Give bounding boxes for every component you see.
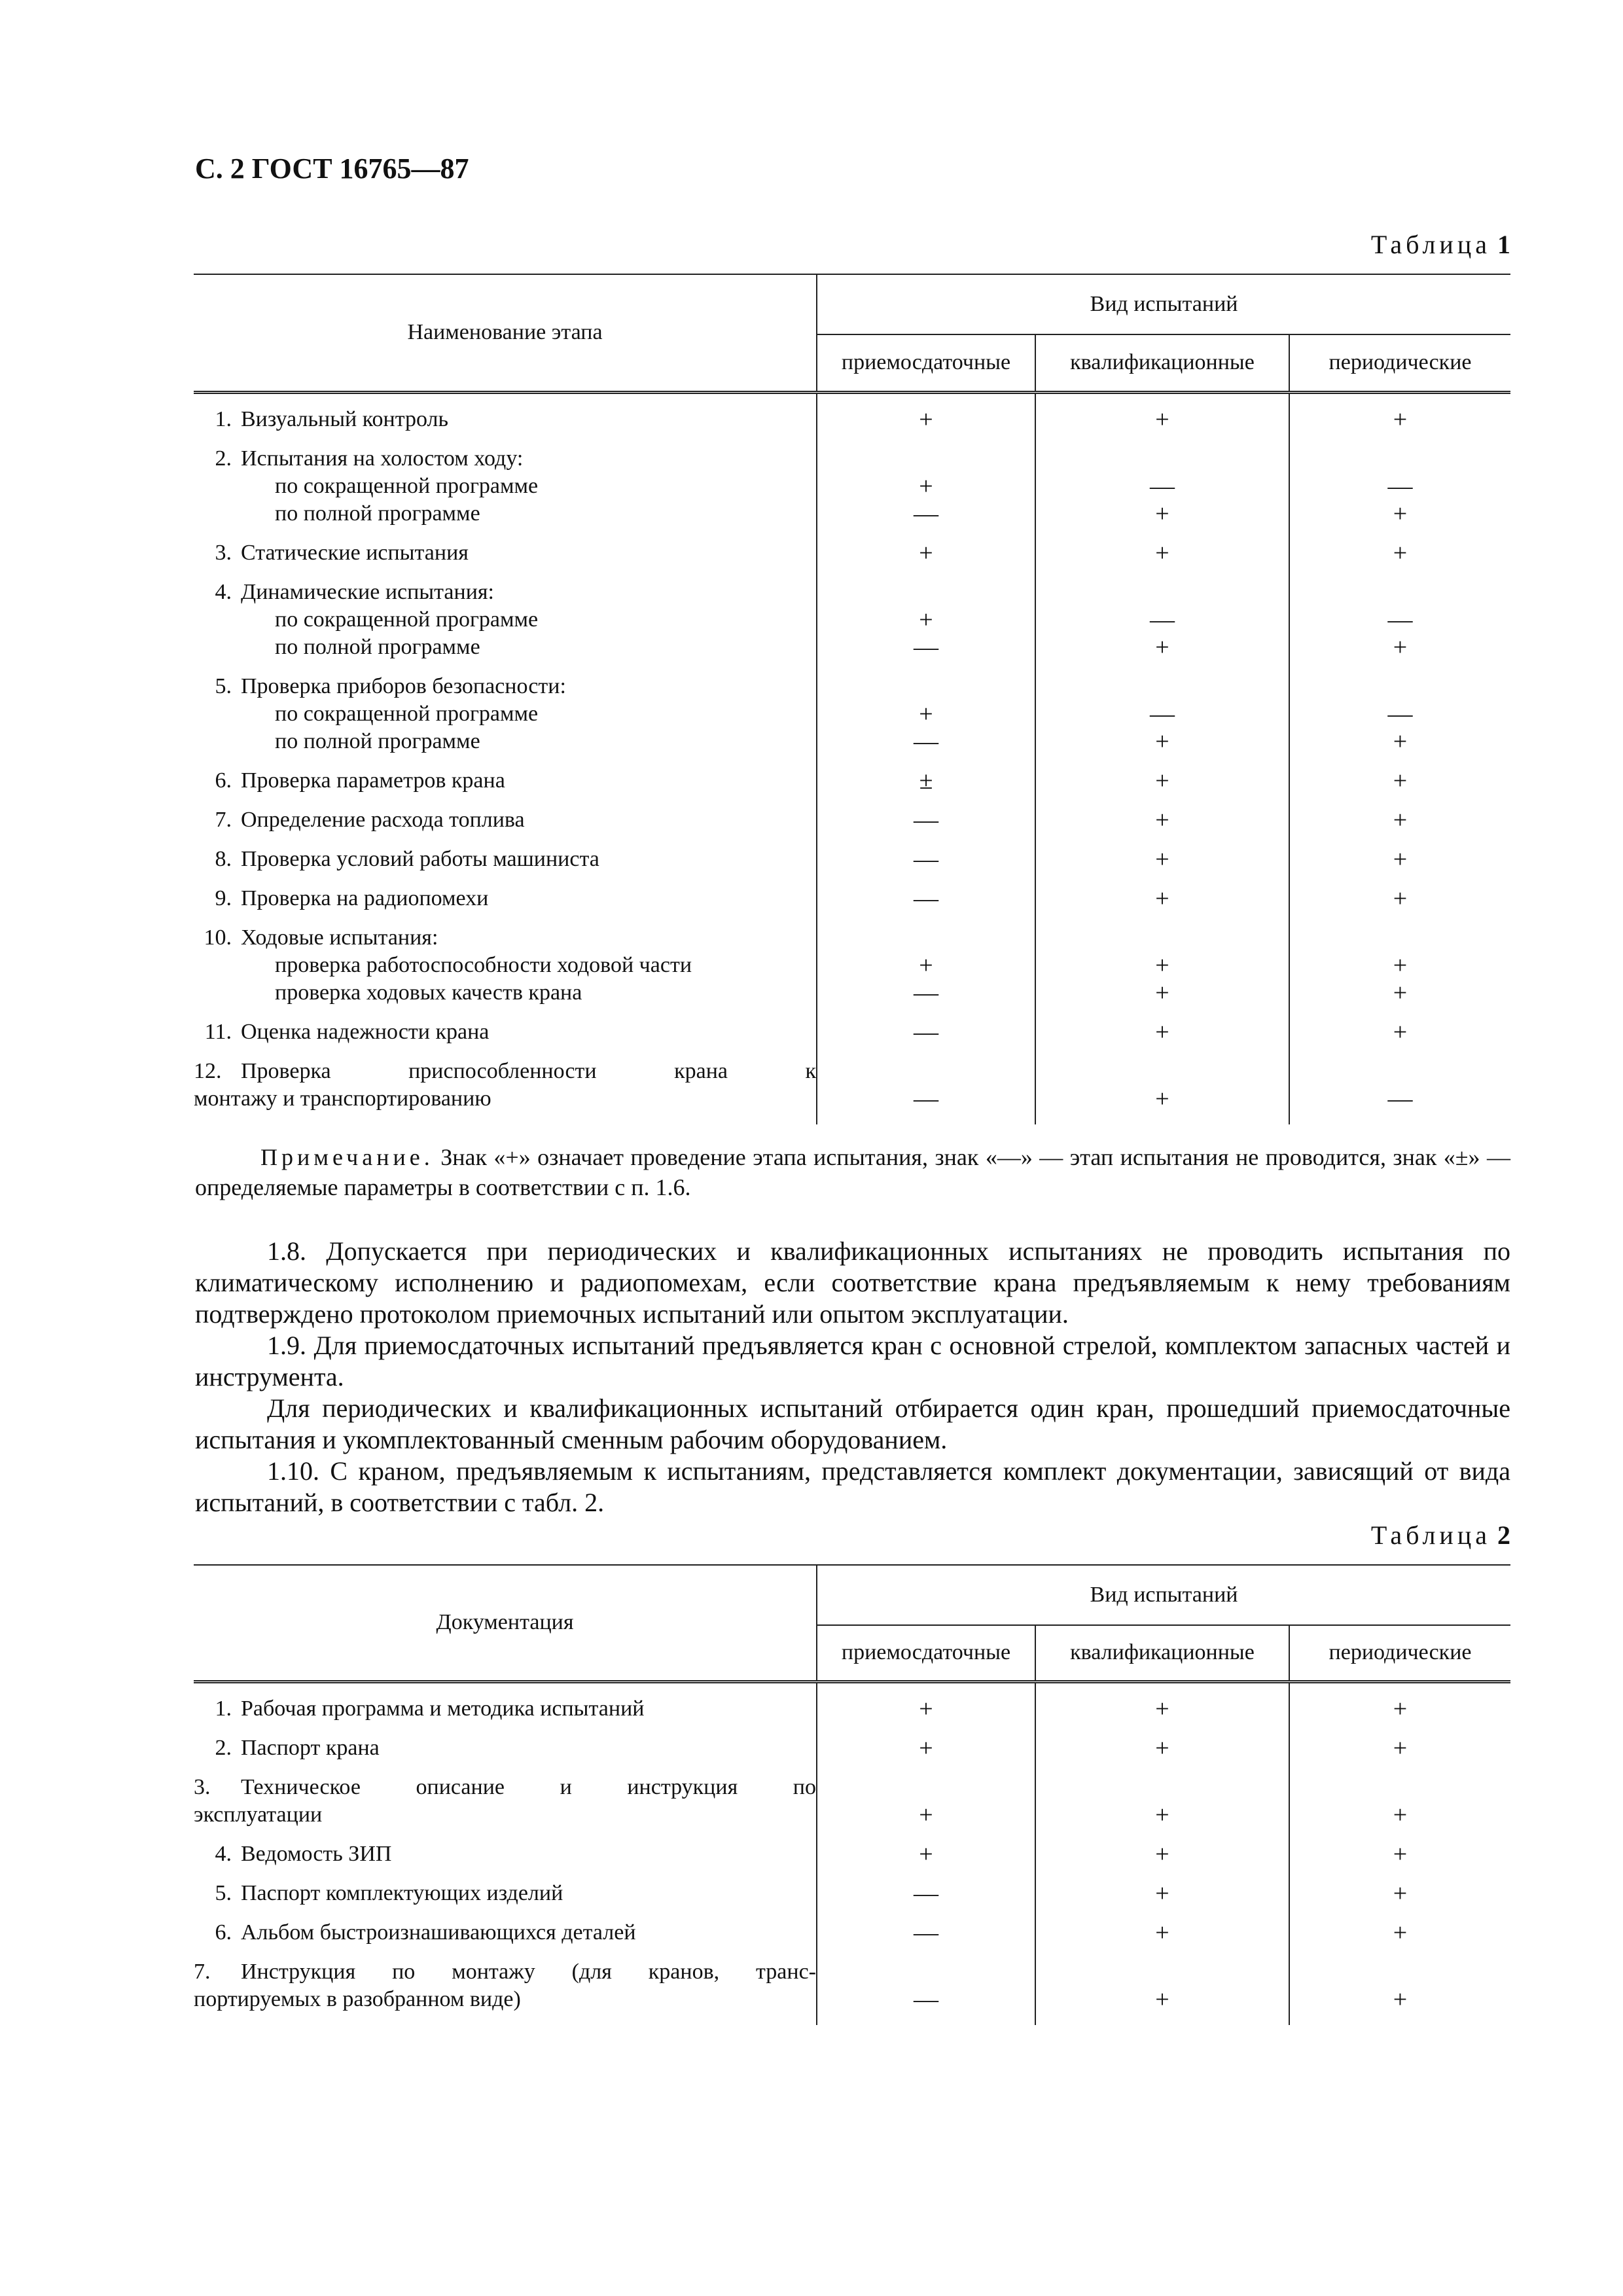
test-mark: —	[817, 979, 1035, 1007]
test-mark: +	[1289, 728, 1510, 755]
row-name-cell	[194, 579, 817, 606]
row-number: 5.	[215, 673, 232, 698]
row-name-cell	[194, 1919, 817, 1946]
subrow-text: по полной программе	[275, 728, 480, 753]
test-mark: +	[817, 473, 1035, 500]
row-title: Проверка на радиопомехи	[241, 886, 489, 910]
table-row	[194, 673, 1510, 700]
table-row	[194, 1958, 1510, 2013]
row-title: Проверка приборов безопасности:	[241, 673, 566, 698]
row-number: 6.	[215, 768, 232, 793]
table-subrow	[194, 500, 1510, 528]
row-title: Рабочая программа и методика испытаний	[241, 1696, 645, 1721]
test-mark: —	[817, 1058, 1035, 1113]
table2	[194, 1564, 1510, 2025]
empty-cell	[1289, 579, 1510, 606]
test-mark: +	[1035, 634, 1289, 661]
row-number: 2.	[215, 1735, 232, 1760]
row-title: Динамические испытания:	[241, 579, 494, 604]
empty-cell	[1035, 924, 1289, 952]
row-title: Ходовые испытания:	[241, 925, 438, 950]
row-name-cell	[194, 1880, 817, 1907]
test-mark: +	[817, 700, 1035, 728]
row-name-cell	[194, 1840, 817, 1868]
row-name-cell	[194, 1958, 817, 2013]
table-row	[194, 406, 1510, 433]
row-name-cell	[194, 728, 817, 755]
row-title: Статические испытания	[241, 540, 469, 565]
test-mark: +	[1035, 1774, 1289, 1829]
test-mark: —	[1035, 700, 1289, 728]
test-mark: +	[1289, 634, 1510, 661]
empty-cell	[1289, 445, 1510, 473]
subrow-text: по сокращенной программе	[275, 473, 539, 498]
row-name-cell	[194, 673, 817, 700]
row-title: Проверка условий работы машиниста	[241, 846, 599, 871]
table-row	[194, 539, 1510, 567]
table-row	[194, 1695, 1510, 1723]
test-mark: +	[1289, 1840, 1510, 1868]
test-mark: —	[817, 1958, 1035, 2013]
test-mark: +	[817, 1734, 1035, 1762]
test-mark: +	[817, 1774, 1035, 1829]
row-title: Альбом быстроизнашивающихся деталей	[241, 1920, 636, 1945]
empty-cell	[1035, 673, 1289, 700]
test-mark: —	[1035, 606, 1289, 634]
test-mark: +	[1289, 846, 1510, 873]
table-subrow	[194, 979, 1510, 1007]
row-title: Определение расхода топлива	[241, 807, 525, 832]
table1-group-header: Вид испытаний	[817, 274, 1510, 334]
row-title: Испытания на холостом ходу:	[241, 446, 524, 471]
empty-cell	[817, 924, 1035, 952]
table-subrow	[194, 952, 1510, 979]
test-mark: —	[1035, 473, 1289, 500]
test-mark: —	[817, 846, 1035, 873]
test-mark: +	[1035, 1958, 1289, 2013]
table1-col-type: квалификационные	[1035, 334, 1289, 392]
test-mark: +	[1289, 1695, 1510, 1723]
test-mark: +	[1035, 500, 1289, 528]
table2-col-type: периодические	[1289, 1625, 1510, 1681]
test-mark: +	[1035, 846, 1289, 873]
row-name-cell	[194, 445, 817, 473]
table-row	[194, 846, 1510, 873]
row-title-continuation: эксплуатации	[194, 1802, 323, 1827]
test-mark: +	[1035, 1018, 1289, 1046]
row-name-cell	[194, 885, 817, 912]
row-title: Техническое описание и инструкция по	[241, 1774, 816, 1799]
table1-caption	[1371, 229, 1510, 260]
test-mark: +	[1035, 806, 1289, 834]
test-mark: +	[1289, 979, 1510, 1007]
row-name-cell	[194, 473, 817, 500]
row-number: 1.	[215, 1696, 232, 1721]
row-name-cell	[194, 924, 817, 952]
subrow-text: проверка работоспособности ходовой части	[275, 952, 692, 977]
row-name-cell	[194, 1695, 817, 1723]
test-mark: +	[817, 1840, 1035, 1868]
test-mark: +	[1035, 539, 1289, 567]
row-name-cell	[194, 1018, 817, 1046]
row-number: 7.	[215, 807, 232, 832]
row-number: 3.	[215, 540, 232, 565]
table-row	[194, 1919, 1510, 1946]
test-mark: —	[817, 885, 1035, 912]
page-header: С. 2 ГОСТ 16765—87	[195, 152, 469, 185]
test-mark: +	[1289, 767, 1510, 795]
empty-cell	[817, 445, 1035, 473]
table-row	[194, 1774, 1510, 1829]
table1-body	[194, 392, 1510, 1124]
test-mark: —	[817, 806, 1035, 834]
row-title: Паспорт комплектующих изделий	[241, 1880, 563, 1905]
test-mark: —	[817, 1018, 1035, 1046]
test-mark: +	[1035, 1880, 1289, 1907]
table1-note	[195, 1142, 1510, 1202]
row-title-continuation: монтажу и транспортированию	[194, 1086, 491, 1111]
table-row	[194, 1880, 1510, 1907]
test-mark: —	[817, 1919, 1035, 1946]
test-mark: +	[1035, 1058, 1289, 1113]
table-row	[194, 579, 1510, 606]
test-mark: —	[1289, 606, 1510, 634]
row-name-cell	[194, 634, 817, 661]
table2-caption-num: 2	[1497, 1520, 1510, 1550]
table-subrow	[194, 473, 1510, 500]
test-mark: —	[1289, 1058, 1510, 1113]
test-mark: +	[1289, 1774, 1510, 1829]
test-mark: +	[1035, 406, 1289, 433]
test-mark: +	[1289, 406, 1510, 433]
row-title: Инструкция по монтажу (для кранов, транс-	[241, 1959, 816, 1984]
note-text: Знак «+» означает проведение этапа испытания, знак «—» — этап испытания не проводится, знак «±» — определяемые параметры в соответствии с п. 1.6.	[195, 1144, 1510, 1200]
test-mark: +	[1289, 1919, 1510, 1946]
row-name-cell	[194, 700, 817, 728]
row-title-line	[194, 1958, 816, 1986]
row-name-cell	[194, 500, 817, 528]
table1	[194, 274, 1510, 1124]
empty-cell	[817, 673, 1035, 700]
test-mark: +	[1035, 728, 1289, 755]
table1-col-type: периодические	[1289, 334, 1510, 392]
row-name-cell	[194, 539, 817, 567]
row-title: Проверка параметров крана	[241, 768, 505, 793]
row-name-cell	[194, 1774, 817, 1829]
row-number: 12.	[194, 1058, 222, 1083]
subrow-text: проверка ходовых качеств крана	[275, 980, 582, 1005]
test-mark: +	[1035, 952, 1289, 979]
row-name-cell	[194, 979, 817, 1007]
table-row	[194, 767, 1510, 795]
note-label: Примечание.	[260, 1144, 434, 1170]
table-subrow	[194, 606, 1510, 634]
table2-col-name: Документация	[194, 1565, 817, 1681]
test-mark: +	[817, 406, 1035, 433]
test-mark: ±	[817, 767, 1035, 795]
table-row	[194, 445, 1510, 473]
row-number: 5.	[215, 1880, 232, 1905]
table-subrow	[194, 728, 1510, 755]
test-mark: +	[817, 539, 1035, 567]
table2-col-type: квалификационные	[1035, 1625, 1289, 1681]
table2-body	[194, 1681, 1510, 2025]
row-title: Оценка надежности крана	[241, 1019, 490, 1044]
test-mark: —	[817, 1880, 1035, 1907]
row-name-cell	[194, 406, 817, 433]
test-mark: +	[1035, 979, 1289, 1007]
table2-group-header: Вид испытаний	[817, 1565, 1510, 1625]
test-mark: +	[1035, 767, 1289, 795]
row-number: 7.	[194, 1959, 211, 1984]
row-number: 4.	[215, 579, 232, 604]
empty-cell	[817, 579, 1035, 606]
row-title: Ведомость ЗИП	[241, 1841, 392, 1866]
table-subrow	[194, 700, 1510, 728]
subrow-text: по полной программе	[275, 501, 480, 526]
row-title: Проверка приспособленности крана к	[241, 1058, 816, 1083]
empty-cell	[1289, 673, 1510, 700]
test-mark: +	[817, 952, 1035, 979]
test-mark: +	[1289, 806, 1510, 834]
test-mark: +	[1289, 1958, 1510, 2013]
table2-caption	[1371, 1520, 1510, 1551]
test-mark: —	[817, 634, 1035, 661]
row-number: 11.	[204, 1019, 232, 1044]
table-subrow	[194, 634, 1510, 661]
row-name-cell	[194, 606, 817, 634]
test-mark: —	[817, 500, 1035, 528]
test-mark: +	[1035, 1919, 1289, 1946]
row-number: 9.	[215, 886, 232, 910]
subrow-text: по сокращенной программе	[275, 701, 539, 726]
paragraph: 1.9. Для приемосдаточных испытаний предъявляется кран с основной стрелой, комплектом запасных частей и инструмента.	[195, 1331, 1510, 1391]
body-text	[195, 1236, 1510, 1518]
test-mark: +	[1289, 539, 1510, 567]
test-mark: +	[1289, 885, 1510, 912]
row-name-cell	[194, 846, 817, 873]
row-number: 8.	[215, 846, 232, 871]
table-row	[194, 885, 1510, 912]
test-mark: +	[1289, 1880, 1510, 1907]
table1-caption-word: Таблица	[1370, 230, 1491, 259]
table-row	[194, 1018, 1510, 1046]
test-mark: +	[817, 1695, 1035, 1723]
row-name-cell	[194, 1058, 817, 1113]
table-row	[194, 924, 1510, 952]
test-mark: +	[1035, 885, 1289, 912]
row-name-cell	[194, 767, 817, 795]
row-title: Визуальный контроль	[241, 406, 449, 431]
test-mark: —	[817, 728, 1035, 755]
row-number: 2.	[215, 446, 232, 471]
row-name-cell	[194, 1734, 817, 1762]
table1-caption-num: 1	[1497, 230, 1510, 259]
row-title-line	[194, 1058, 816, 1085]
row-number: 6.	[215, 1920, 232, 1945]
row-title-line	[194, 1774, 816, 1801]
row-title-continuation: портируемых в разобранном виде)	[194, 1986, 521, 2011]
table2-col-type: приемосдаточные	[817, 1625, 1035, 1681]
table1-col-name: Наименование этапа	[194, 274, 817, 392]
empty-cell	[1289, 924, 1510, 952]
test-mark: —	[1289, 473, 1510, 500]
row-name-cell	[194, 952, 817, 979]
table2-caption-word: Таблица	[1370, 1520, 1491, 1550]
paragraph: 1.10. С краном, предъявляемым к испытаниям, представляется комплект документации, зависящий от вида испытаний, в соответствии с табл. 2.	[195, 1456, 1510, 1517]
table1-col-type: приемосдаточные	[817, 334, 1035, 392]
row-title: Паспорт крана	[241, 1735, 380, 1760]
table-row	[194, 1840, 1510, 1868]
test-mark: +	[1289, 1734, 1510, 1762]
paragraph: Для периодических и квалификационных испытаний отбирается один кран, прошедший приемосдаточные испытания и укомплектованный сменным рабочим оборудованием.	[195, 1393, 1510, 1454]
test-mark: +	[1035, 1695, 1289, 1723]
test-mark: +	[1289, 500, 1510, 528]
row-number: 10.	[204, 925, 232, 950]
table-row	[194, 1058, 1510, 1113]
subrow-text: по полной программе	[275, 634, 480, 659]
test-mark: —	[1289, 700, 1510, 728]
test-mark: +	[817, 606, 1035, 634]
row-name-cell	[194, 806, 817, 834]
table-row	[194, 806, 1510, 834]
table-row	[194, 1734, 1510, 1762]
test-mark: +	[1035, 1840, 1289, 1868]
paragraph: 1.8. Допускается при периодических и квалификационных испытаниях не проводить испытания по климатическому исполнению и радиопомехам, если соответствие крана предъявляемым к нему требованиям подтверждено протоколом приемочных испытаний или опытом эксплуатации.	[195, 1236, 1510, 1329]
test-mark: +	[1289, 952, 1510, 979]
subrow-text: по сокращенной программе	[275, 607, 539, 632]
empty-cell	[1035, 445, 1289, 473]
test-mark: +	[1289, 1018, 1510, 1046]
row-number: 3.	[194, 1774, 211, 1799]
row-number: 4.	[215, 1841, 232, 1866]
test-mark: +	[1035, 1734, 1289, 1762]
empty-cell	[1035, 579, 1289, 606]
row-number: 1.	[215, 406, 232, 431]
